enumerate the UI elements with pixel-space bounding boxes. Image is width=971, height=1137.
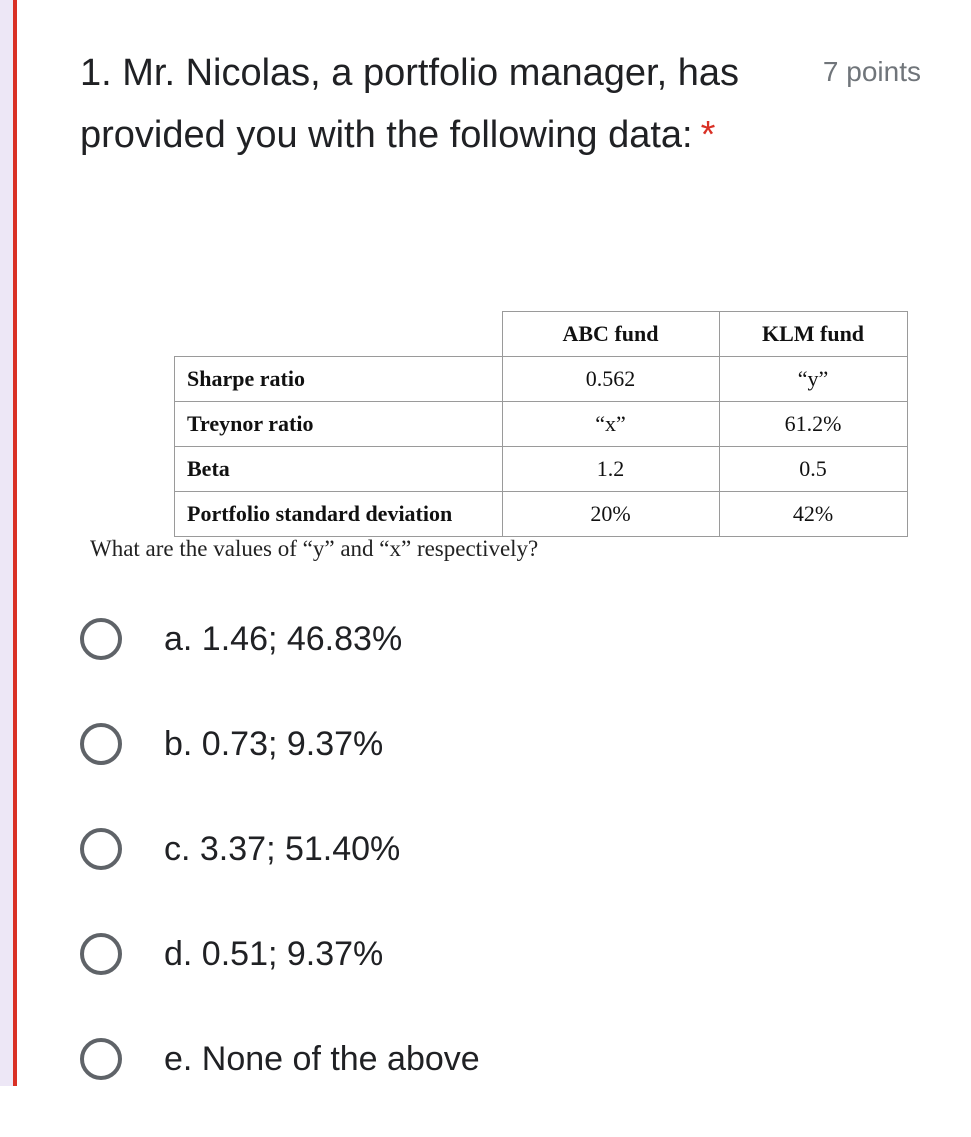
option-label[interactable]: c. 3.37; 51.40% — [164, 830, 401, 868]
radio-button-icon[interactable] — [80, 933, 122, 975]
question-accent-bar — [13, 0, 17, 1086]
cell-klm: 42% — [719, 492, 907, 537]
question-title — [80, 42, 780, 166]
table-corner-cell — [175, 312, 503, 357]
radio-button-icon[interactable] — [80, 828, 122, 870]
column-header-abc: ABC fund — [502, 312, 719, 357]
left-background-strip — [0, 0, 13, 1086]
cell-abc: 1.2 — [502, 447, 719, 492]
points-label: 7 points — [822, 56, 921, 87]
table-row — [175, 492, 908, 537]
table-row — [175, 357, 908, 402]
table-header-row — [175, 312, 908, 357]
radio-button-icon[interactable] — [80, 1038, 122, 1080]
required-asterisk: * — [700, 114, 716, 156]
option-label[interactable]: e. None of the above — [164, 1040, 480, 1078]
cell-abc: “x” — [502, 402, 719, 447]
cell-klm: “y” — [719, 357, 907, 402]
cell-klm: 0.5 — [719, 447, 907, 492]
option-label[interactable]: d. 0.51; 9.37% — [164, 935, 384, 973]
row-label: Portfolio standard deviation — [175, 492, 503, 537]
column-header-klm: KLM fund — [719, 312, 907, 357]
cell-abc: 20% — [502, 492, 719, 537]
table-row — [175, 447, 908, 492]
table-row — [175, 402, 908, 447]
radio-button-icon[interactable] — [80, 618, 122, 660]
row-label: Sharpe ratio — [175, 357, 503, 402]
cell-abc: 0.562 — [502, 357, 719, 402]
row-label: Beta — [175, 447, 503, 492]
radio-button-icon[interactable] — [80, 723, 122, 765]
question-text: 1. Mr. Nicolas, a portfolio manager, has provided you with the following data: — [80, 52, 739, 156]
option-label[interactable]: a. 1.46; 46.83% — [164, 620, 403, 658]
data-table — [174, 311, 908, 537]
cell-klm: 61.2% — [719, 402, 907, 447]
table-question-text: What are the values of “y” and “x” respectively? — [90, 536, 539, 561]
option-label[interactable]: b. 0.73; 9.37% — [164, 725, 384, 763]
row-label: Treynor ratio — [175, 402, 503, 447]
